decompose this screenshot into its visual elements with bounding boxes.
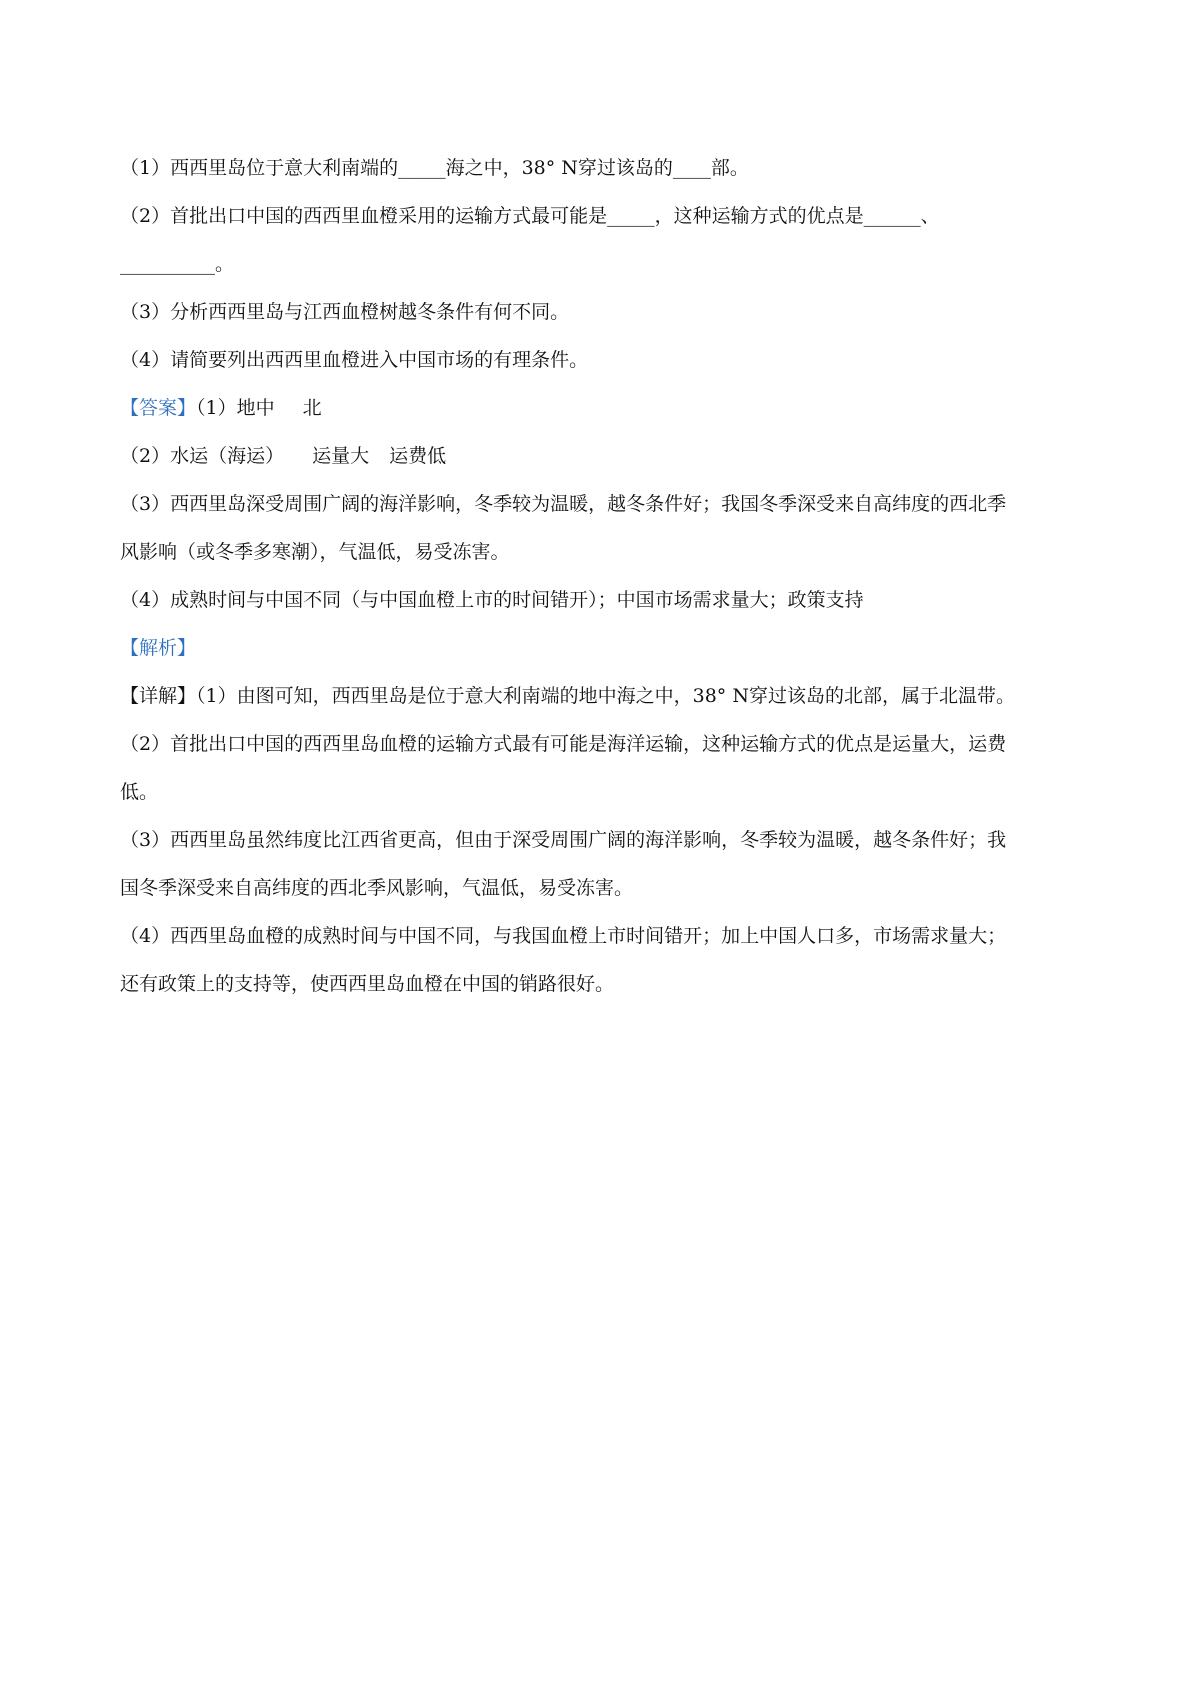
detail-1-row xyxy=(120,684,1100,708)
answer-3-line-2: 风影响（或冬季多寒潮），气温低，易受冻害。 xyxy=(120,541,510,563)
analysis-heading xyxy=(120,636,1100,660)
answer-1-part-a: （1）地中 xyxy=(196,397,275,419)
question-2-continuation: __________。 xyxy=(120,253,235,275)
detail-1-text: （1）由图可知，西西里岛是位于意大利南端的地中海之中，38° N穿过该岛的北部，属于北温带。 xyxy=(196,685,1015,707)
answer-2-part-c: 运费低 xyxy=(389,445,447,467)
detail-2-line-2: 低。 xyxy=(120,781,159,803)
question-3: （3）分析西西里岛与江西血橙树越冬条件有何不同。 xyxy=(120,301,570,323)
answer-3-line-1: （3）西西里岛深受周围广阔的海洋影响，冬季较为温暖，越冬条件好；我国冬季深受来自高纬度的西北季 xyxy=(120,493,1007,515)
answer-1-row xyxy=(120,396,1100,420)
answer-1-part-b: 北 xyxy=(302,397,322,419)
analysis-tag: 【解析】 xyxy=(120,637,197,659)
question-1: （1）西西里岛位于意大利南端的_____海之中，38° N穿过该岛的____部。 xyxy=(120,157,749,179)
detail-tag: 【详解】 xyxy=(120,685,197,707)
detail-3-line-2: 国冬季深受来自高纬度的西北季风影响，气温低，易受冻害。 xyxy=(120,877,634,899)
answer-2-part-b: 运量大 xyxy=(312,445,370,467)
detail-4-line-2: 还有政策上的支持等，使西西里岛血橙在中国的销路很好。 xyxy=(120,973,615,995)
answer-4: （4）成熟时间与中国不同（与中国血橙上市的时间错开）；中国市场需求量大；政策支持 xyxy=(120,589,864,611)
detail-4-line-1: （4）西西里岛血橙的成熟时间与中国不同，与我国血橙上市时间错开；加上中国人口多，市场需求量大； xyxy=(120,925,1007,947)
answer-2-row xyxy=(120,444,1100,468)
answer-2-part-a: （2）水运（海运） xyxy=(120,445,285,467)
question-4: （4）请简要列出西西里血橙进入中国市场的有理条件。 xyxy=(120,349,589,371)
detail-2-line-1: （2）首批出口中国的西西里岛血橙的运输方式最有可能是海洋运输，这种运输方式的优点是运量大，运费 xyxy=(120,733,1007,755)
detail-3-line-1: （3）西西里岛虽然纬度比江西省更高，但由于深受周围广阔的海洋影响，冬季较为温暖，越冬条件好；我 xyxy=(120,829,1007,851)
answer-tag: 【答案】 xyxy=(120,397,197,419)
question-2: （2）首批出口中国的西西里血橙采用的运输方式最可能是_____，这种运输方式的优点是______、 xyxy=(120,205,940,227)
